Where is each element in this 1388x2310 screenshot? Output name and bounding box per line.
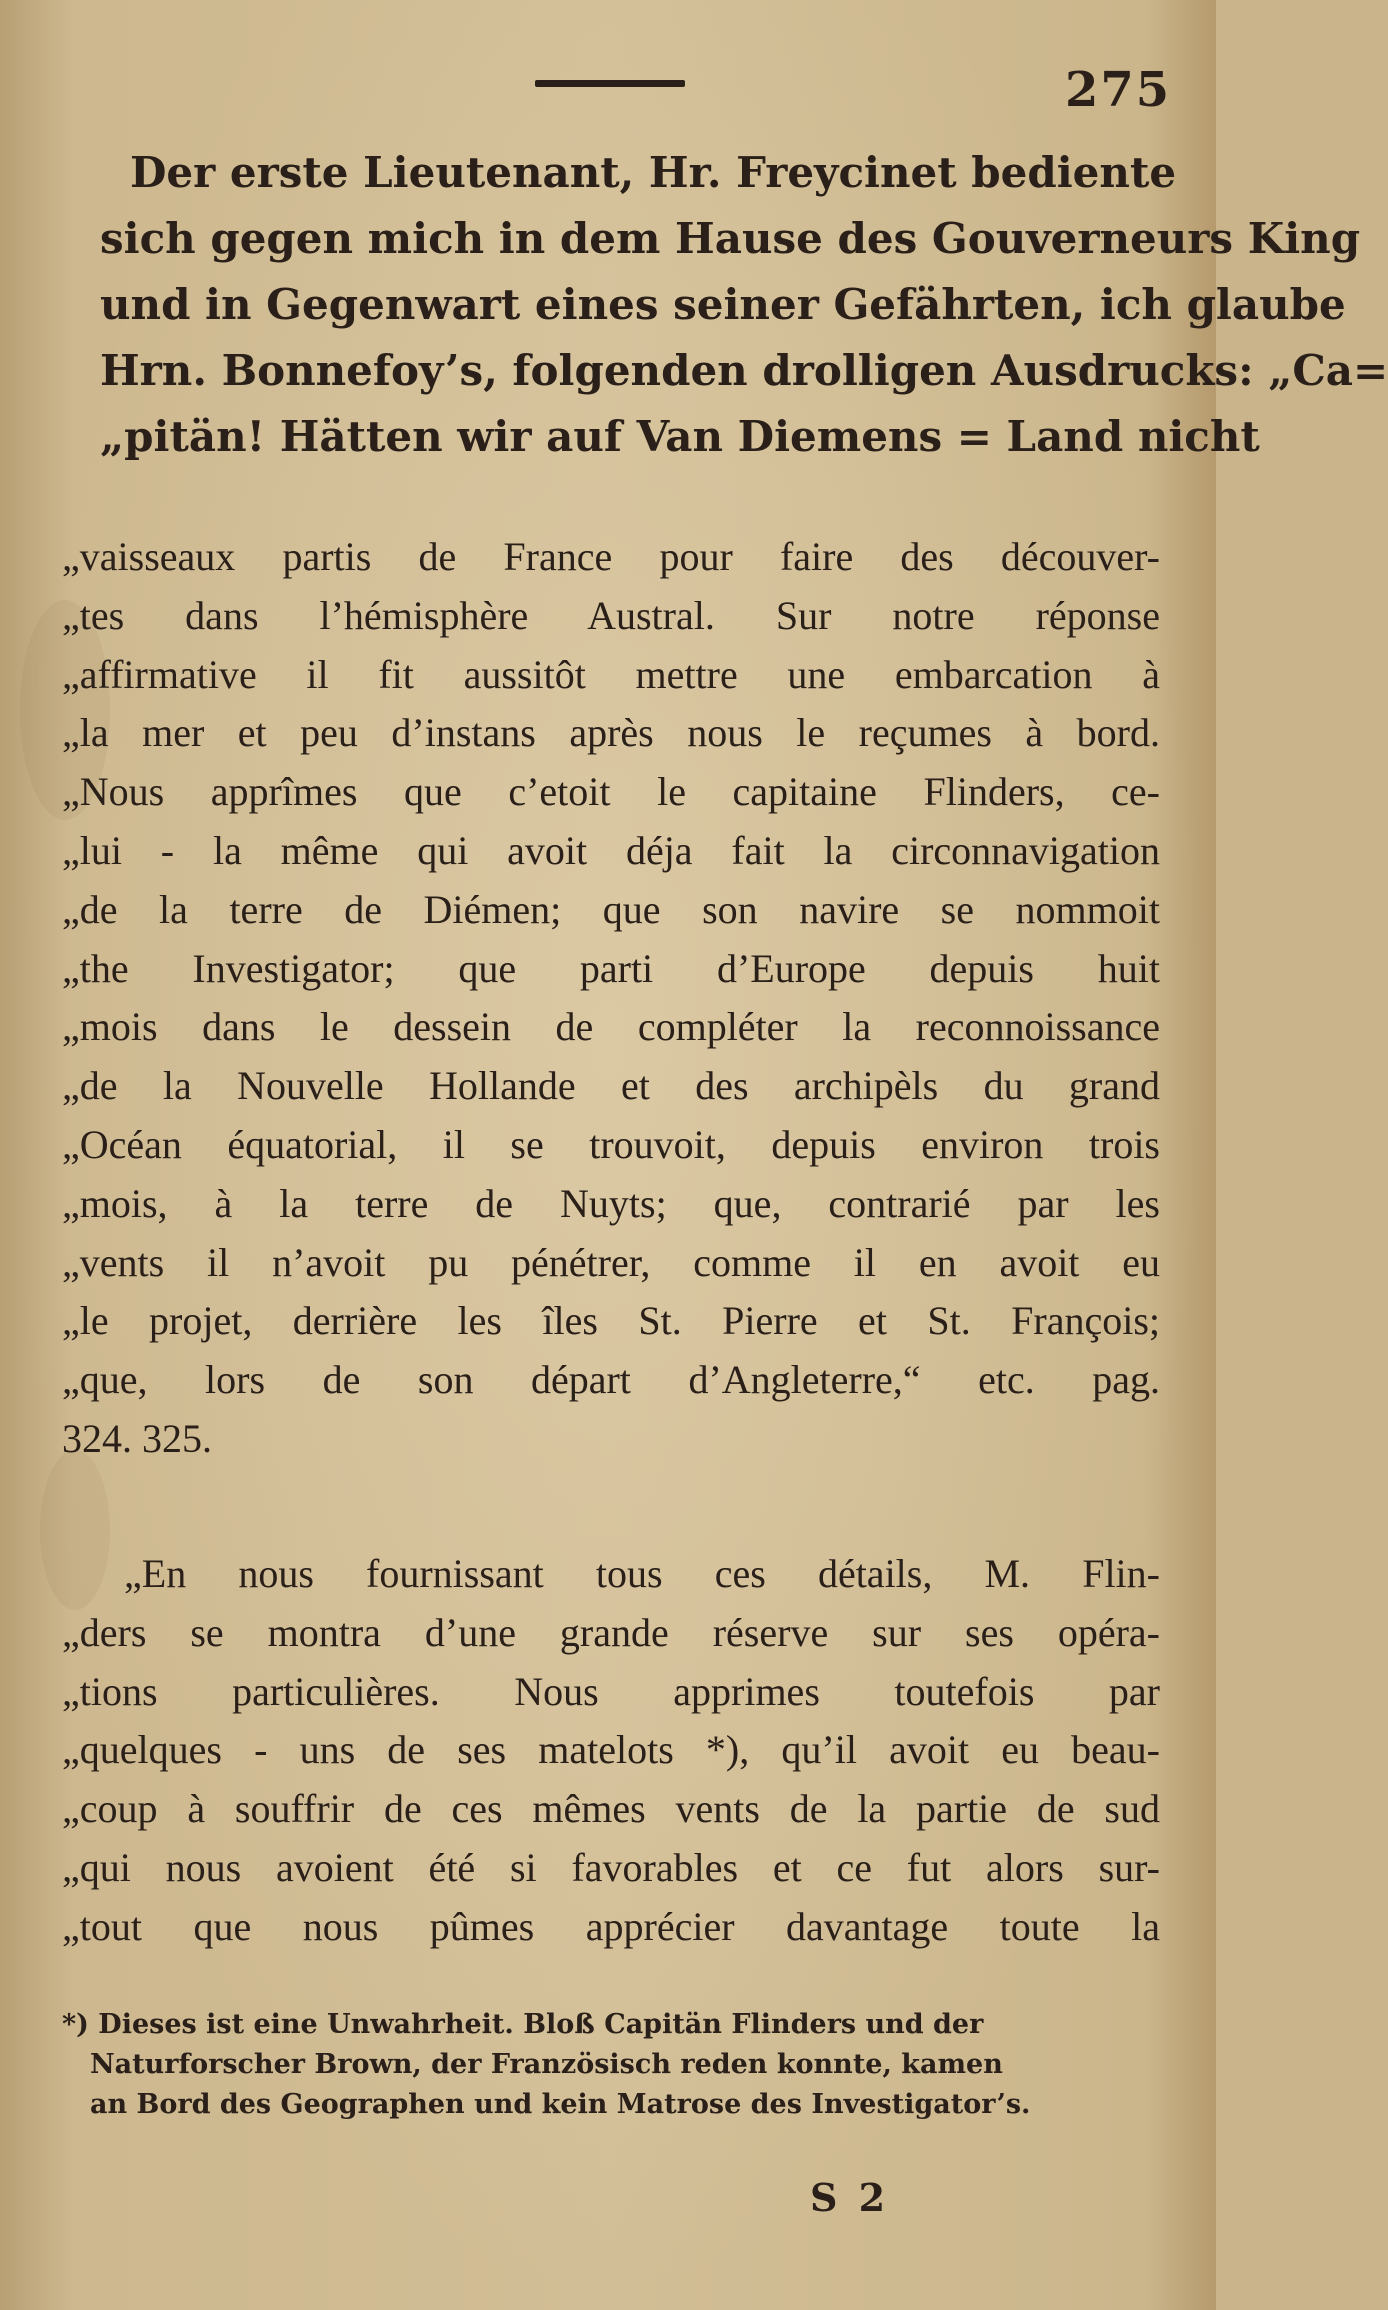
text-line: „the Investigator; que parti d’Europe depuis huit [62,945,1160,991]
text-line: „mois, à la terre de Nuyts; que, contrarié par les [62,1180,1160,1226]
text-line: „ders se montra d’une grande réserve sur ses opéra- [62,1609,1160,1655]
text-line: „Nous apprîmes que c’etoit le capitaine Flinders, ce- [62,769,1160,815]
text-line: „tout que nous pûmes apprécier davantage toute la [62,1903,1160,1949]
page-number: 275 [1065,62,1172,118]
text-line: „vaisseaux partis de France pour faire des découver- [62,534,1160,579]
text-line: „quelques - uns de ses matelots *), qu’il avoit eu beau- [62,1727,1160,1773]
text-line: „vents il n’avoit pu pénétrer, comme il en avoit eu [62,1239,1160,1285]
text-line: „Océan équatorial, il se trouvoit, depuis environ trois [62,1121,1160,1167]
text-line: „que, lors de son départ d’Angleterre,“ etc. pag. [62,1357,1160,1403]
header-rule [535,80,685,87]
text-line: „de la Nouvelle Hollande et des archipèls du grand [62,1063,1160,1109]
french-quotation-2 [62,1545,1160,1957]
text-line: „tes dans l’hémisphère Austral. Sur notre réponse [62,592,1160,638]
text-line: „de la terre de Diémen; que son navire se nommoit [62,886,1160,932]
page-reference: 324. 325. [62,1415,212,1461]
text-line: sich gegen mich in dem Hause des Gouverneurs King [100,214,1361,263]
text-line: „tions particulières. Nous apprimes toutefois par [62,1668,1160,1714]
text-line: „coup à souffrir de ces mêmes vents de la partie de sud [62,1786,1160,1832]
french-quotation [62,528,1160,1469]
text-line: „le projet, derrière les îles St. Pierre et St. François; [62,1298,1160,1344]
text-line: und in Gegenwart eines seiner Gefährten, ich glaube [100,280,1346,329]
text-line: „qui nous avoient été si favorables et ce fut alors sur- [62,1844,1160,1890]
text-line: „lui - la même qui avoit déja fait la circonnavigation [62,827,1160,873]
text-line: Der erste Lieutenant, Hr. Freycinet bediente [130,148,1177,197]
footnote-line: Naturforscher Brown, der Französisch reden konnte, kamen [90,2049,1003,2080]
text-line: Hrn. Bonnefoy’s, folgenden drolligen Ausdrucks: „Ca= [100,346,1388,395]
text-line: „affirmative il fit aussitôt mettre une embarcation à [62,651,1160,697]
german-paragraph [100,140,1388,470]
printer-signature-mark: S 2 [810,2175,890,2220]
text-line: „En nous fournissant tous ces détails, M. Flin- [124,1551,1160,1596]
text-line: „la mer et peu d’instans après nous le reçumes à bord. [62,710,1160,756]
footnote-line: an Bord des Geographen und kein Matrose des Investigator’s. [90,2089,1031,2120]
text-line: „pitän! Hätten wir auf Van Diemens = Land nicht [100,412,1260,461]
footnote [62,2005,1160,2125]
text-line: „mois dans le dessein de compléter la reconnoissance [62,1004,1160,1050]
footnote-line: *) Dieses ist eine Unwahrheit. Bloß Capitän Flinders und der [62,2009,984,2040]
